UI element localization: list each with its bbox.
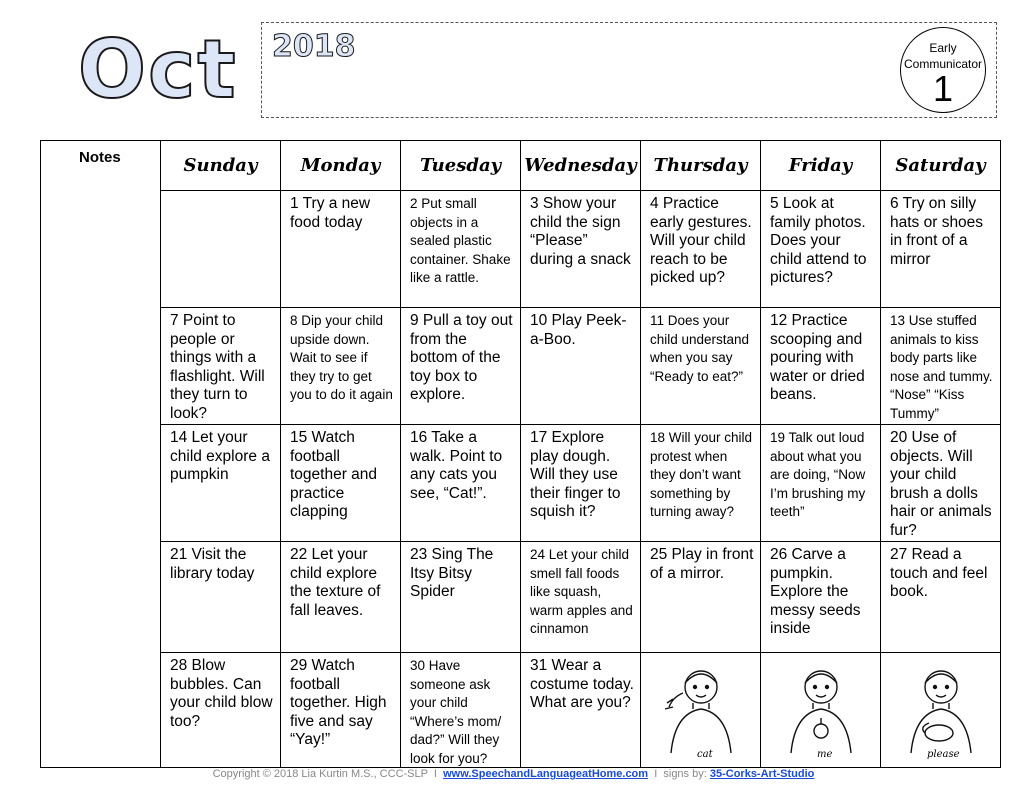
day-cell [161,653,281,767]
day-cell [521,191,641,308]
day-header-monday: Monday [281,141,401,191]
day-cell [161,191,281,308]
sign-caption: please [927,749,960,760]
day-activity-text: 21 Visit the library today [170,546,255,582]
day-cell [281,191,401,308]
studio-link[interactable]: 35-Corks-Art-Studio [709,768,815,780]
day-activity-text: 20 Use of objects. Will your child brush a dolls hair or animals fur? [890,429,992,539]
day-activity-text: 26 Carve a pumpkin. Explore the messy seeds inside [770,546,861,637]
footer-separator: I [654,768,658,780]
day-cell [401,425,521,542]
day-cell [281,425,401,542]
day-cell [881,542,1000,653]
footer-copyright: Copyright © 2018 Lia Kurtin M.S., CCC-SLP [212,768,428,780]
day-cell [641,542,761,653]
level-badge [900,27,986,113]
day-header-tuesday: Tuesday [401,141,521,191]
day-cell [401,308,521,425]
year-label: 2018 [272,29,356,64]
day-activity-text: 19 Talk out loud about what you are doing, “Now I’m brushing my teeth” [770,430,866,519]
day-activity-text: 12 Practice scooping and pouring with water or dried beans. [770,312,865,403]
day-activity-text: 11 Does your child understand when you say “Ready to eat?” [650,313,750,384]
day-cell [281,308,401,425]
website-link[interactable]: www.SpeechandLanguageatHome.com [443,768,649,780]
day-activity-text: 24 Let your child smell fall foods like squash, warm apples and cinnamon [530,547,633,636]
day-cell [281,653,401,767]
day-cell [401,542,521,653]
day-activity-text: 31 Wear a costume today. What are you? [530,657,634,711]
day-activity-text: 7 Point to people or things with a flashlight. Will they turn to look? [170,312,265,422]
day-activity-text: 13 Use stuffed animals to kiss body parts like nose and tummy. “Nose” “Kiss Tummy” [890,313,993,421]
calendar-grid [40,140,1001,768]
badge-number: 1 [932,68,954,109]
month-title: Oct [78,23,238,116]
day-cell [521,542,641,653]
day-activity-text: 25 Play in front of a mirror. [650,546,754,582]
day-header-saturday: Saturday [881,141,1000,191]
sign-caption: me [817,749,833,760]
sign-cell-cat [641,653,761,767]
footer-signs-label: signs by: [663,768,707,780]
year-box [261,22,997,118]
day-activity-text: 16 Take a walk. Point to any cats you see, “Cat!”. [410,429,503,502]
day-header-thursday: Thursday [641,141,761,191]
day-activity-text: 3 Show your child the sign “Please” during a snack [530,195,631,268]
day-cell [521,425,641,542]
day-cell [401,191,521,308]
day-cell [641,191,761,308]
day-cell [761,308,881,425]
day-cell [761,425,881,542]
day-activity-text: 6 Try on silly hats or shoes in front of a mirror [890,195,984,268]
day-activity-text: 22 Let your child explore the texture of fall leaves. [290,546,381,619]
day-activity-text: 15 Watch football together and practice clapping [290,429,378,520]
day-activity-text: 28 Blow bubbles. Can your child blow too? [170,657,273,730]
day-cell [881,191,1000,308]
sign-cell-please [881,653,1000,767]
day-activity-text: 18 Will your child protest when they don’t want something by turning away? [650,430,753,519]
sign-cell-me [761,653,881,767]
day-activity-text: 14 Let your child explore a pumpkin [170,429,270,483]
badge-line1: Early [929,41,957,55]
notes-label: Notes [79,149,121,166]
day-cell [521,308,641,425]
day-cell [761,542,881,653]
day-cell [641,425,761,542]
day-cell [161,425,281,542]
day-cell [521,653,641,767]
day-activity-text: 4 Practice early gestures. Will your child reach to be picked up? [650,195,752,286]
day-cell [881,308,1000,425]
day-activity-text: 8 Dip your child upside down. Wait to see if they try to get you to do it again [290,313,393,402]
badge-line2: Communicator [903,57,983,71]
day-cell [281,542,401,653]
footer-separator: I [433,768,437,780]
day-activity-text: 30 Have someone ask your child “Where’s mom/ dad?” Will they look for you? [410,658,502,766]
day-activity-text: 5 Look at family photos. Does your child attend to pictures? [770,195,867,286]
day-activity-text: 1 Try a new food today [290,195,371,231]
day-cell [161,308,281,425]
day-activity-text: 27 Read a touch and feel book. [890,546,988,600]
day-activity-text: 17 Explore play dough. Will they use their finger to squish it? [530,429,621,520]
notes-column [41,141,161,767]
day-cell [881,425,1000,542]
day-cell [641,308,761,425]
day-cell [401,653,521,767]
day-header-wednesday: Wednesday [521,141,641,191]
day-activity-text: 23 Sing The Itsy Bitsy Spider [410,546,494,600]
day-activity-text: 2 Put small objects in a sealed plastic container. Shake like a rattle. [410,196,511,285]
day-header-sunday: Sunday [161,141,281,191]
day-cell [761,191,881,308]
footer [0,768,1027,780]
sign-caption: cat [697,749,713,760]
day-header-friday: Friday [761,141,881,191]
day-activity-text: 10 Play Peek-a-Boo. [530,312,627,348]
day-cell [161,542,281,653]
day-activity-text: 9 Pull a toy out from the bottom of the toy box to explore. [410,312,513,403]
day-activity-text: 29 Watch football together. High five and say “Yay!” [290,657,387,748]
